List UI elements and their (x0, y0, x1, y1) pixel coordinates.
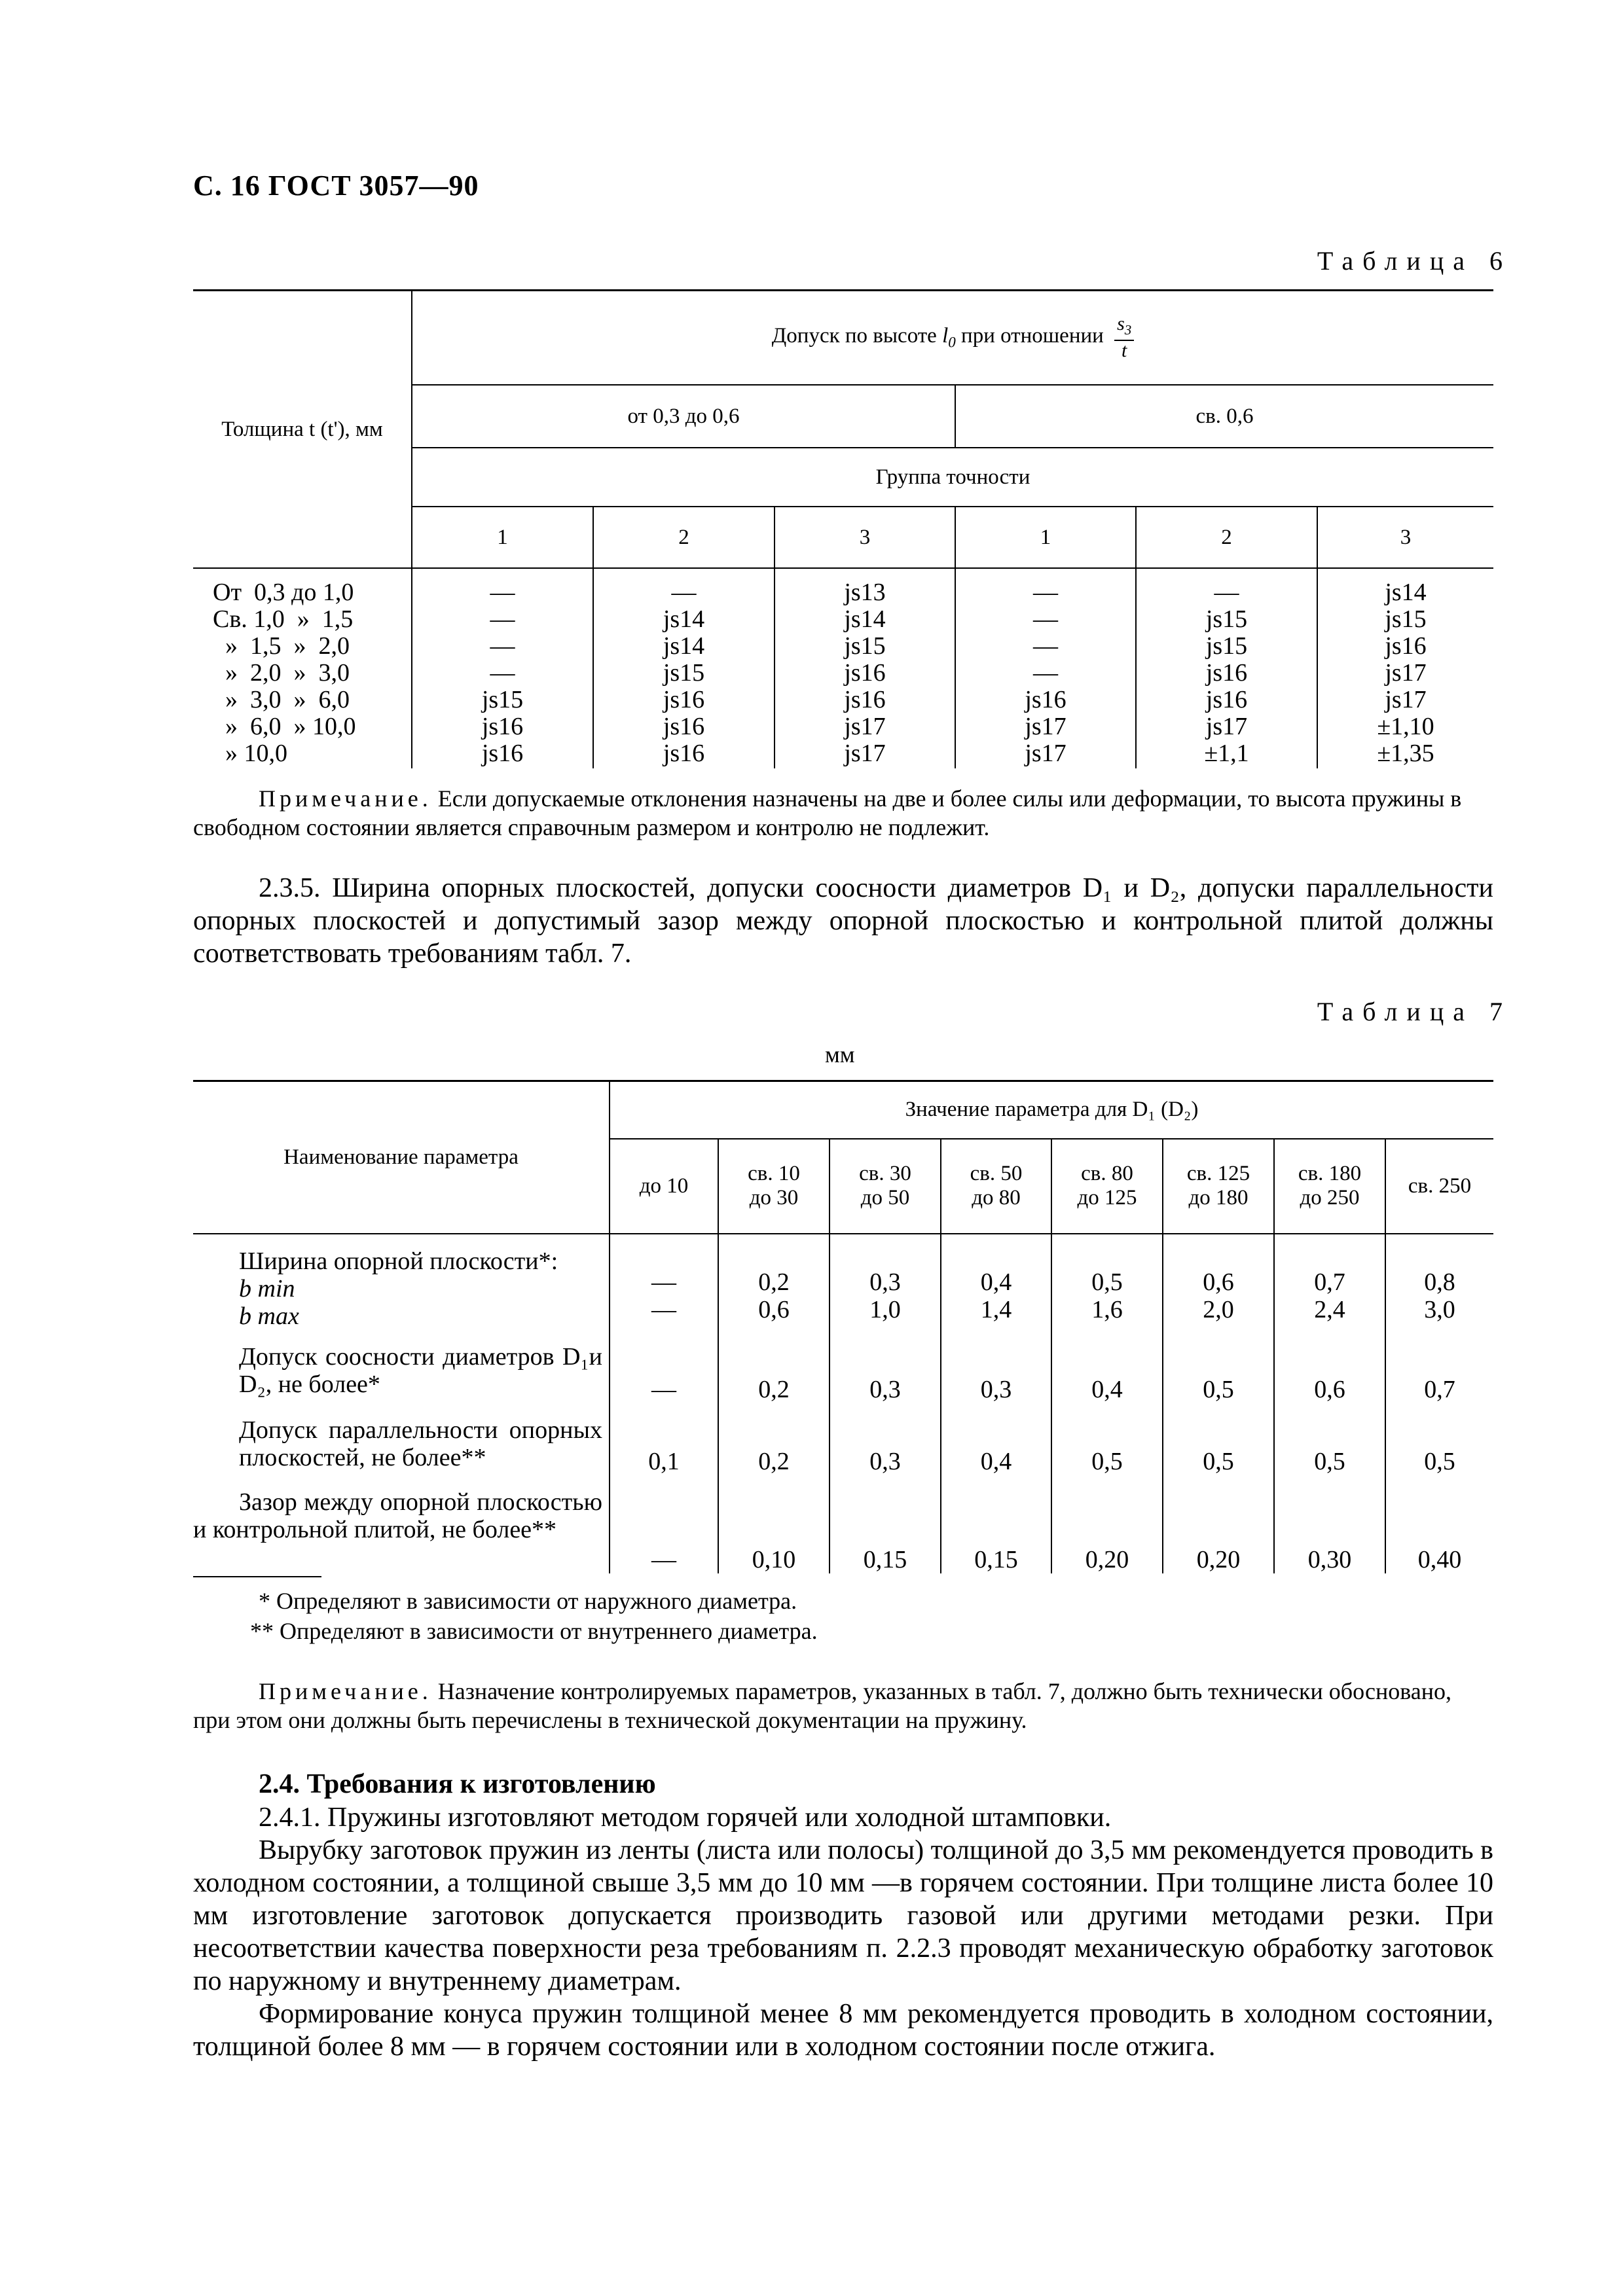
footnote-rule (193, 1576, 321, 1577)
table7-range: св. 30 до 50 (830, 1139, 941, 1234)
table7-range: св. 125 до 180 (1163, 1139, 1274, 1234)
table7-cell: 0,5 (1163, 1403, 1274, 1475)
paragraph-blank-cutting: Вырубку заготовок пружин из ленты (листа или полосы) толщиной до 3,5 мм рекомендуется проводить в холодном состоянии, а толщиной свыше 3,5 мм до 10 мм —в горячем состоянии. При толщине листа более 10 мм изготовление заготовок допускается производить газовой или другими методами резки. При несоответствии качества поверхности реза требованиям п. 2.2.3 проводят механическую обработку заготовок по наружному и внутреннему диаметрам. (193, 1835, 1493, 1996)
table7-row-name-gap: Зазор между опорной плоскостью и контрольной плитой, не более** (193, 1475, 610, 1573)
table6-column: js14 js15 js16 js17 js17 ±1,10 ±1,35 (1377, 578, 1434, 767)
table6-tolerance-head: Допуск по высоте $l_0$ при отношении $\frac{s_3}{t}$ (412, 291, 1493, 385)
l0-symbol: $l_0$ (942, 324, 956, 351)
table7-cell: 0,2 0,6 (718, 1234, 830, 1330)
table6-column: — — — — js16 js17 js17 (955, 568, 1136, 768)
table6-col-thickness: Толщина t (t'), мм (193, 291, 412, 568)
table6-column: — js14 js14 js15 js16 js16 js16 (593, 568, 775, 768)
table6-caption: Таблица 6 (1317, 246, 1512, 276)
table7-range: св. 180 до 250 (1274, 1139, 1385, 1234)
table7-cell: 0,5 (1051, 1403, 1163, 1475)
table7-cell: 0,6 2,0 (1163, 1234, 1274, 1330)
footnote-2: ** Определяют в зависимости от внутреннего диаметра. (250, 1618, 818, 1644)
table7-cell: 0,3 (830, 1330, 941, 1403)
table7-cell: 0,4 1,4 (941, 1234, 1051, 1330)
paragraph-2-4-1: 2.4.1. Пружины изготовляют методом горячей или холодной штамповки. (259, 1803, 1112, 1833)
table7-range: до 10 (610, 1139, 718, 1234)
table7-cell: 0,4 (1051, 1330, 1163, 1403)
table7-cell: 0,5 (1274, 1403, 1385, 1475)
table7-cell: 0,8 3,0 (1424, 1268, 1455, 1323)
table6-group-num: 3 (1317, 507, 1493, 568)
table7-cell: 0,20 (1051, 1475, 1163, 1573)
table7-cell: 0,2 (718, 1403, 830, 1475)
table7-range: св. 50 до 80 (941, 1139, 1051, 1234)
table7-cell: 0,3 (830, 1403, 941, 1475)
paragraph-2-3-5: 2.3.5. Ширина опорных плоскостей, допуски соосности диаметров D₁ и D₂, допуски параллельности опорных плоскостей и допустимый зазор между опорной плоскостью и контрольной плитой должны соответствовать требованиям табл. 7. (193, 873, 1493, 969)
table7-range: св. 80 до 125 (1051, 1139, 1163, 1234)
table7-cell: 0,5 (1424, 1447, 1455, 1475)
table7-caption: Таблица 7 (1317, 997, 1512, 1026)
table6-group-num: 2 (593, 507, 775, 568)
table7-cell: 0,5 1,6 (1051, 1234, 1163, 1330)
table7-cell: 0,15 (830, 1475, 941, 1573)
table7-cell: 0,5 (1163, 1330, 1274, 1403)
table6-group-head: Группа точности (412, 448, 1493, 507)
table7-col-name: Наименование параметра (193, 1081, 610, 1234)
table7-cell: 0,3 1,0 (830, 1234, 941, 1330)
table7-row-name-parallelism: Допуск параллельности опорных плоскостей, не более** (193, 1403, 610, 1475)
table7-range: св. 10 до 30 (718, 1139, 830, 1234)
section-2-4-title: 2.4. Требования к изготовлению (259, 1769, 656, 1799)
table7-cell: 0,1 (610, 1403, 718, 1475)
table6-column: — js15 js15 js16 js16 js17 ±1,1 (1136, 568, 1317, 768)
table7-note: Примечание. Назначение контролируемых параметров, указанных в табл. 7, должно быть технически обосновано, при этом они должны быть перечислены в технической документации на пружину. (193, 1678, 1452, 1733)
table7-range: св. 250 (1385, 1139, 1493, 1234)
table7-cell: 0,15 (941, 1475, 1051, 1573)
table6-column: js13 js14 js15 js16 js16 js17 js17 (775, 568, 955, 768)
table6-range-b: св. 0,6 (955, 385, 1493, 448)
table6-column: — — — — js15 js16 js16 (412, 568, 593, 768)
table6 (193, 289, 1493, 768)
table7-cell: 0,7 (1424, 1375, 1455, 1403)
table6-group-num: 3 (775, 507, 955, 568)
table7-cell: — (610, 1330, 718, 1403)
table6-range-a: от 0,3 до 0,6 (412, 385, 955, 448)
table6-thickness-values: От 0,3 до 1,0 Св. 1,0 » 1,5 » 1,5 » 2,0 » 2,0 » 3,0 » 3,0 » 6,0 » 6,0 » 10,0 » 10,0 (193, 568, 412, 768)
table6-group-num: 1 (955, 507, 1136, 568)
footnote-1: * Определяют в зависимости от наружного диаметра. (259, 1588, 797, 1614)
table7-value-head: Значение параметра для D₁ (D₂) (610, 1081, 1493, 1139)
table7-cell: 0,10 (718, 1475, 830, 1573)
table7-cell: 0,20 (1163, 1475, 1274, 1573)
table7-cell: — (610, 1475, 718, 1573)
table7-cell: 0,6 (1274, 1330, 1385, 1403)
table7-cell: — — (610, 1234, 718, 1330)
table7 (193, 1080, 1493, 1573)
table7-cell: 0,2 (718, 1330, 830, 1403)
table7-row-name-coaxiality: Допуск соосности диаметров D₁и D₂, не более* (193, 1330, 610, 1403)
ratio-fraction: $\frac{s_3}{t}$ (1114, 314, 1134, 361)
table7-cell: 0,4 (941, 1403, 1051, 1475)
table7-cell: 0,3 (941, 1330, 1051, 1403)
table6-group-num: 2 (1136, 507, 1317, 568)
table6-note: Примечание. Если допускаемые отклонения назначены на две и более силы или деформации, то высота пружины в свободном состоянии является справочным размером и контролю не подлежит. (193, 785, 1462, 840)
table7-cell: 0,30 (1274, 1475, 1385, 1573)
table7-cell: 0,40 (1417, 1545, 1462, 1573)
table7-row-name-width: Ширина опорной плоскости*: b min b max (193, 1234, 610, 1330)
page-header: С. 16 ГОСТ 3057—90 (193, 170, 479, 202)
table6-group-num: 1 (412, 507, 593, 568)
table7-cell: 0,7 2,4 (1274, 1234, 1385, 1330)
table7-unit: мм (825, 1041, 855, 1067)
paragraph-cone-forming: Формирование конуса пружин толщиной менее 8 мм рекомендуется проводить в холодном состоянии, толщиной более 8 мм — в горячем состоянии или в холодном состоянии после отжига. (193, 1999, 1493, 2062)
